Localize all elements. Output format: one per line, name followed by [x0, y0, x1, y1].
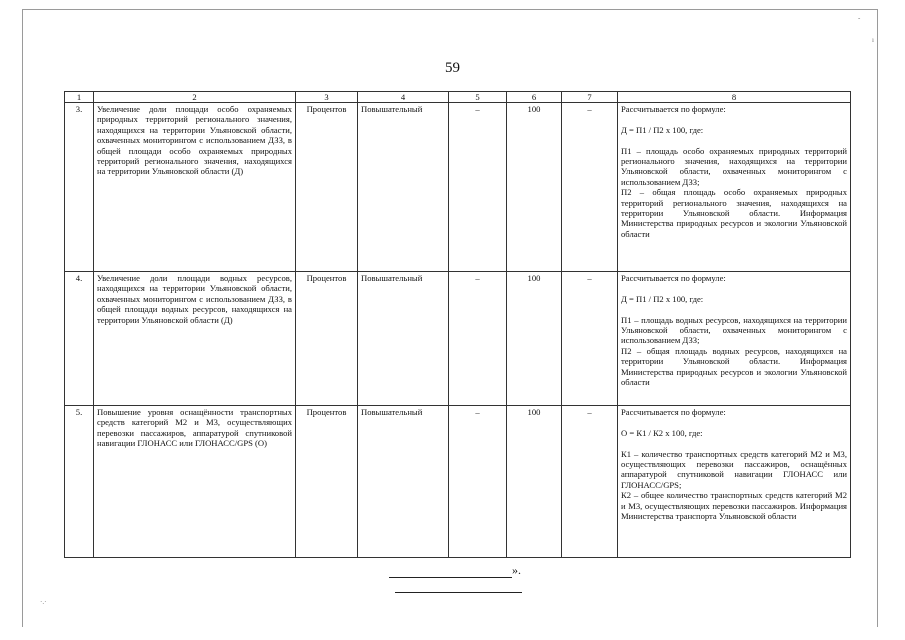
calculation-method: Рассчитывается по формуле: Д = П1 / П2 х 100, где: П1 – площадь особо охраняемых природных территорий регионального значения, находящихся на территории Ульяновской области, охваченных мониторингом с использованием ДЗЗ; П2 – общая площадь особо охраняемых природных территорий регионального значения, находящихся на территории Ульяновской области. Информация Министерства природных ресурсов и экологии Ульяновской области	[618, 103, 851, 272]
indicator-name: Увеличение доли площади особо охраняемых природных территорий регионального значения, находящихся на территории Ульяновской области, охваченных мониторингом с использованием ДЗЗ, в общей площади особо охраняемых природных территорий регионального значения, находящихся на территории Ульяновской области (Д)	[94, 103, 296, 272]
col7-cell: –	[562, 406, 618, 558]
row-number: 5.	[65, 406, 94, 558]
row-number: 3.	[65, 103, 94, 272]
header-cell: 3	[296, 92, 358, 103]
table-row	[65, 103, 851, 272]
unit-cell: Процентов	[296, 406, 358, 558]
header-cell: 1	[65, 92, 94, 103]
scan-border-right	[877, 9, 878, 627]
col5-cell: –	[449, 406, 507, 558]
col5-cell: –	[449, 103, 507, 272]
bottom-rule	[395, 592, 522, 593]
indicator-name: Повышение уровня оснащённости транспортных средств категорий М2 и М3, осуществляющих перевозки пассажиров, аппаратурой спутниковой навигации ГЛОНАСС или ГЛОНАСС/GPS (О)	[94, 406, 296, 558]
calculation-method: Рассчитывается по формуле: Д = П1 / П2 х 100, где: П1 – площадь водных ресурсов, находящихся на территории Ульяновской области, охваченных мониторингом с использованием ДЗЗ; П2 – общая площадь водных ресурсов, находящихся на территории Ульяновской области. Информация Министерства природных ресурсов и экологии Ульяновской области	[618, 272, 851, 406]
col7-cell: –	[562, 103, 618, 272]
type-cell: Повышательный	[358, 103, 449, 272]
indicator-name: Увеличение доли площади водных ресурсов, находящихся на территории Ульяновской области, охваченных мониторингом с использованием ДЗЗ, в общей площади водных ресурсов, находящихся на территории Ульяновской области (Д)	[94, 272, 296, 406]
scan-border-top	[22, 9, 878, 10]
closing-line	[389, 563, 521, 578]
header-cell: 8	[618, 92, 851, 103]
page-number: 59	[445, 60, 460, 76]
type-cell: Повышательный	[358, 406, 449, 558]
scan-speck: ·.·	[40, 598, 47, 606]
unit-cell: Процентов	[296, 272, 358, 406]
header-cell: 7	[562, 92, 618, 103]
col5-cell: –	[449, 272, 507, 406]
closing-underline	[389, 566, 512, 578]
scan-speck: ı	[872, 36, 874, 44]
table-row	[65, 406, 851, 558]
header-cell: 5	[449, 92, 507, 103]
target-value-cell: 100	[507, 406, 562, 558]
target-value-cell: 100	[507, 103, 562, 272]
calculation-method: Рассчитывается по формуле: О = К1 / К2 х 100, где: К1 – количество транспортных средств категорий М2 и М3, осуществляющих перевозки пассажиров, оснащённых аппаратурой спутниковой навигации ГЛОНАСС или ГЛОНАСС/GPS; К2 – общее количество транспортных средств категорий М2 и М3, осуществляющих перевозки пассажиров. Информация Министерства транспорта Ульяновской области	[618, 406, 851, 558]
unit-cell: Процентов	[296, 103, 358, 272]
target-value-cell: 100	[507, 272, 562, 406]
closing-quote: ».	[512, 563, 521, 577]
header-cell: 6	[507, 92, 562, 103]
table-header-row	[65, 92, 851, 103]
row-number: 4.	[65, 272, 94, 406]
indicators-table	[64, 91, 851, 558]
type-cell: Повышательный	[358, 272, 449, 406]
scan-border-left	[22, 9, 23, 627]
header-cell: 2	[94, 92, 296, 103]
table-row	[65, 272, 851, 406]
header-cell: 4	[358, 92, 449, 103]
col7-cell: –	[562, 272, 618, 406]
scan-speck: -	[858, 14, 861, 22]
